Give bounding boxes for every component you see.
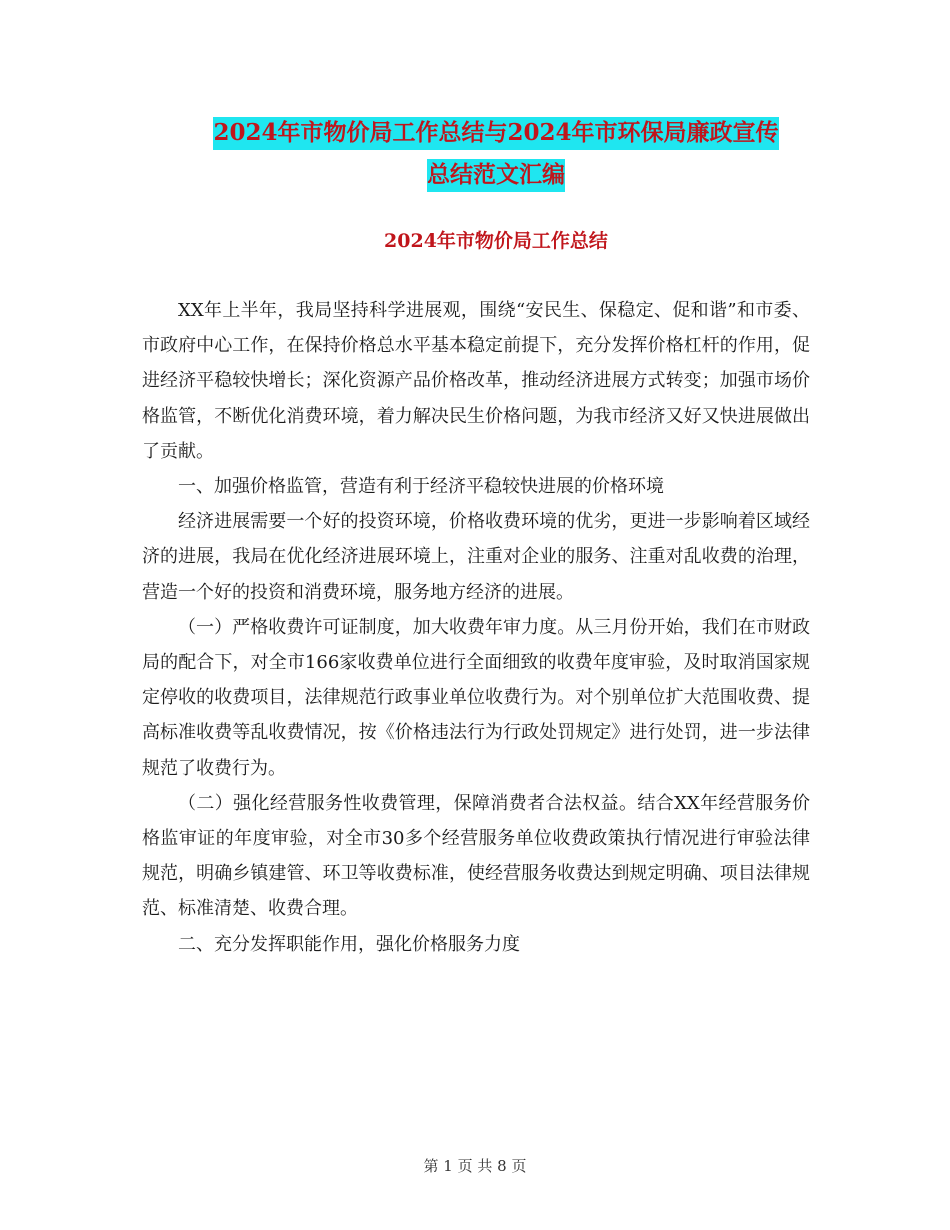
- paragraph-heading-2: 二、充分发挥职能作用，强化价格服务力度: [178, 933, 520, 955]
- document-title-line-1: [140, 114, 852, 147]
- document-title-line-2: [140, 156, 852, 189]
- document-body: [142, 293, 810, 962]
- paragraph-economy: 经济进展需要一个好的投资环境，价格收费环境的优劣，更进一步影响着区域经济的进展，我局在优化经济进展环境上，注重对企业的服务、注重对乱收费的治理，营造一个好的投资和消费环境，服务地方经济的进展。: [142, 511, 810, 603]
- paragraph-intro: XX年上半年，我局坚持科学进展观，围绕“安民生、保稳定、促和谐”和市委、市政府中心工作，在保持价格总水平基本稳定前提下，充分发挥价格杠杆的作用，促进经济平稳较快增长；深化资源产品价格改革，推动经济进展方式转变；加强市场价格监管，不断优化消费环境，着力解决民生价格问题，为我市经济又好又快进展做出了贡献。: [142, 300, 810, 462]
- paragraph-heading-1: 一、加强价格监管，营造有利于经济平稳较快进展的价格环境: [178, 476, 664, 498]
- document-title-text-1: 2024年市物价局工作总结与2024年市环保局廉政宣传: [213, 117, 778, 150]
- paragraph-item-2: （二）强化经营服务性收费管理，保障消费者合法权益。结合XX年经营服务价格监审证的年度审验，对全市30多个经营服务单位收费政策执行情况进行审验法律规范，明确乡镇建管、环卫等收费标准，使经营服务收费达到规定明确、项目法律规范、标准清楚、收费合理。: [142, 792, 810, 920]
- section-title: 2024年市物价局工作总结: [384, 230, 608, 252]
- page-footer: 第 1 页 共 8 页: [423, 1157, 527, 1175]
- paragraph-item-1: （一）严格收费许可证制度，加大收费年审力度。从三月份开始，我们在市财政局的配合下，对全市166家收费单位进行全面细致的收费年度审验，及时取消国家规定停收的收费项目，法律规范行政事业单位收费行为。对个别单位扩大范围收费、提高标准收费等乱收费情况，按《价格违法行为行政处罚规定》进行处罚，进一步法律规范了收费行为。: [142, 616, 810, 779]
- document-title-text-2: 总结范文汇编: [427, 159, 565, 192]
